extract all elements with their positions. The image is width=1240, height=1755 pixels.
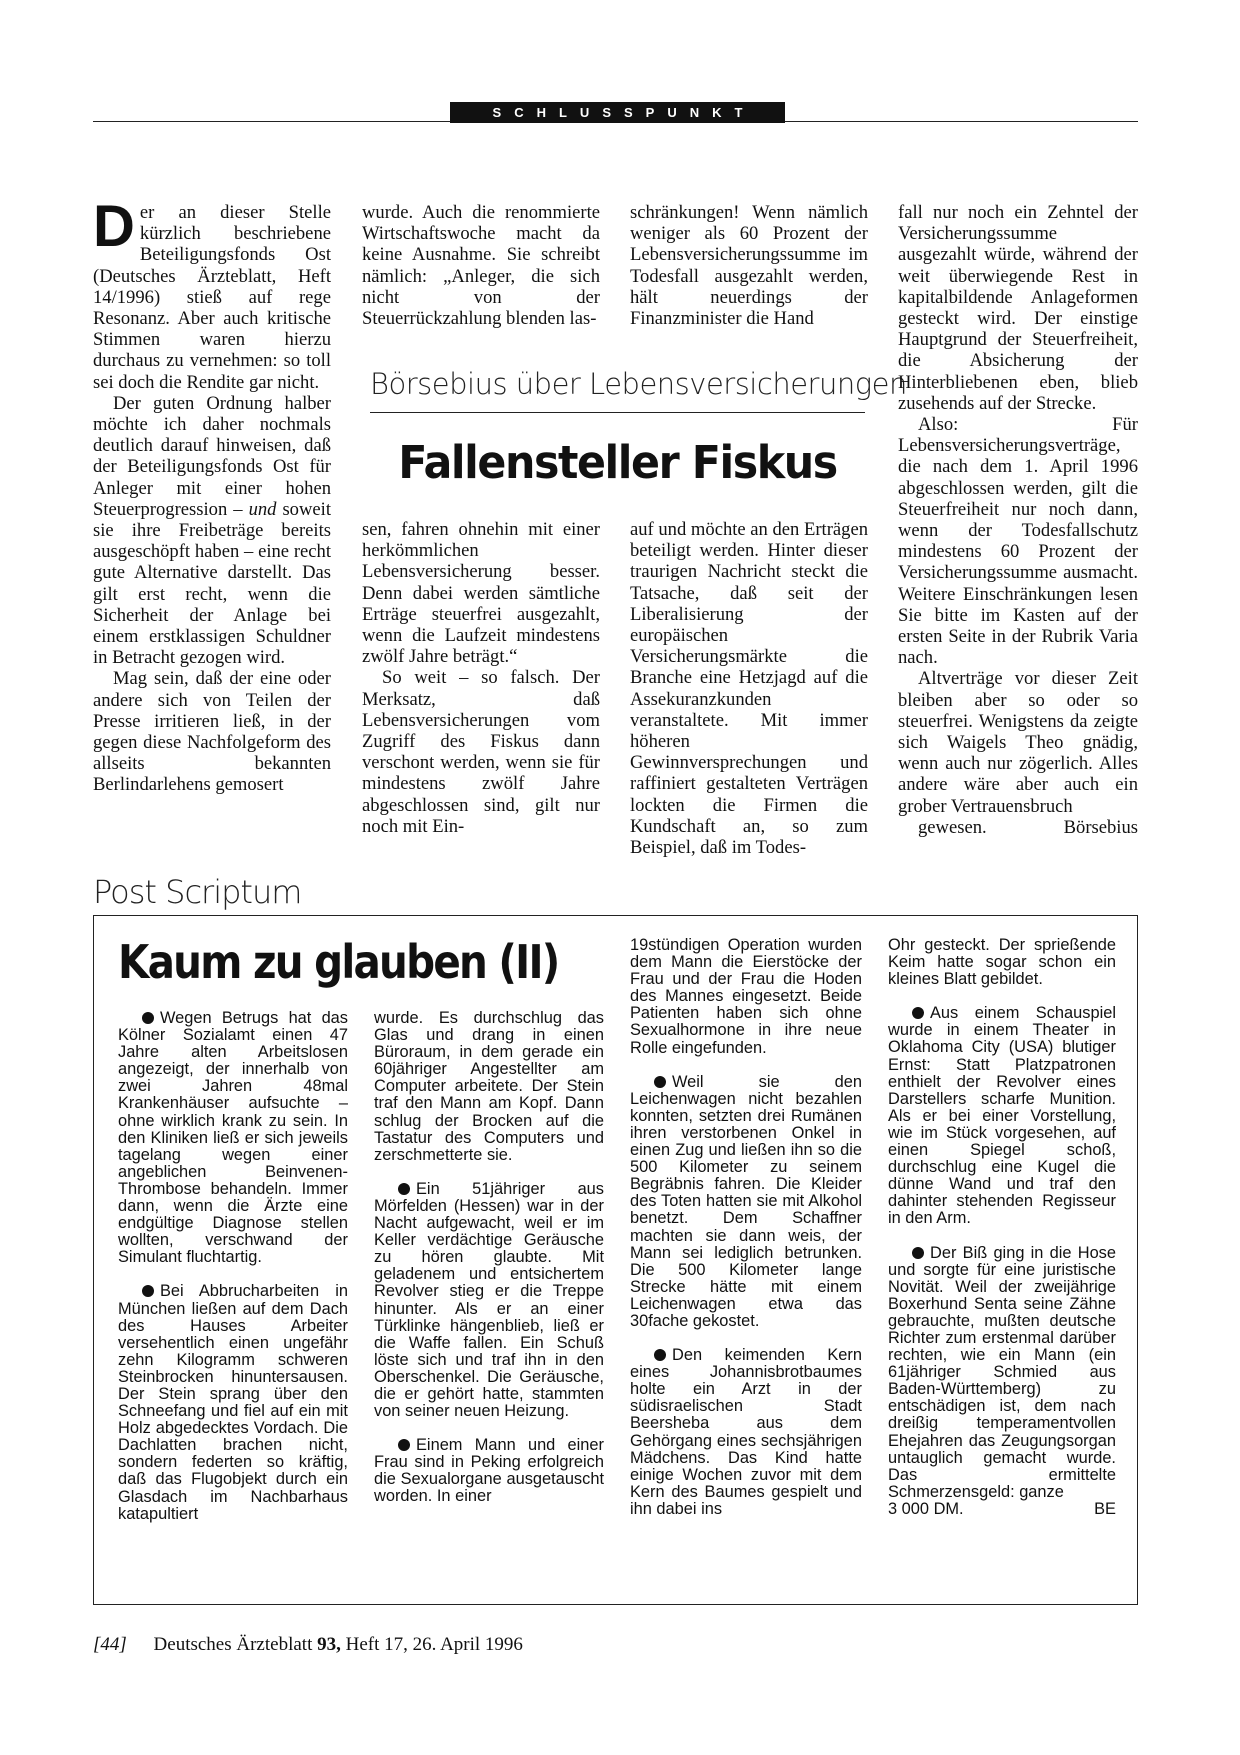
article-paragraph: So weit – so falsch. Der Merksatz, daß Lebensversicherungen vom Zugriff des Fiskus dann verschont werden, wenn sie für mindestens zwölf Jahre abgeschlossen sind, gilt nur noch mit Ein- [362,667,600,837]
article-headline: Fallensteller Fiskus [398,436,837,489]
ps-item [118,1283,348,1522]
article-paragraph: wurde. Auch die renommierte Wirtschaftswoche macht da keine Ausnahme. Sie schreibt nämlich: „Anleger, die sich nicht von der Steuerrückzahlung blenden las- [362,202,600,330]
article-paragraph: fall nur noch ein Zehntel der Versicherungssumme ausgezahlt würde, während der weit überwiegende Rest in kapitalbildende Anlageformen gesteckt wird. Der einstige Hauptgrund der Steuerfreiheit, die Absicherung der Hinterbliebenen eben, blieb zusehends auf der Strecke. [898,202,1138,414]
ps-signature-line [888,1501,1116,1518]
article-column-3-top [630,202,868,329]
article-paragraph: schränkungen! Wenn nämlich weniger als 60 Prozent der Lebensversicherungssumme im Todesfall ausgezahlt werden, hält neuerdings der Finanzminister die Hand [630,202,868,330]
bullet-icon [654,1349,666,1361]
article-text: soweit sie ihre Freibeträge bereits ausgeschöpft haben – eine recht gute Alternative darstellt. Das gilt erst recht, wenn die Sicherheit der Anlage bei einem erstklassigen Schuldner in Betracht gezogen wird. [93,498,331,669]
article-paragraph: Also: Für Lebensversicherungsverträge, die nach dem 1. April 1996 abgeschlossen werden, gilt die Steuerfreiheit nur noch dann, wenn der Todesfallschutz mindestens 60 Prozent der Versicherungssumme ausmacht. Weitere Einschränkungen lesen Sie bitte im Kasten auf der ersten Seite in der Rubrik Varia nach. [898,414,1138,669]
article-signature-line [898,817,1138,838]
article-paragraph [93,194,331,393]
article-paragraph: auf und möchte an den Erträgen beteiligt werden. Hinter dieser traurigen Nachricht steckt die Tatsache, daß seit der Liberalisierung der europäischen Versicherungsmärkte die Branche eine Hetzjagd auf die Assekuranzkunden veranstaltete. Mit immer höheren Gewinnversprechungen und raffiniert gestalteten Verträgen lockten die Firmen die Kundschaft an, so zum Beispiel, daß im Todes- [630,519,869,859]
ps-text: 3 000 DM. [888,1499,964,1518]
journal-volume: 93, [317,1634,341,1655]
article-paragraph: Altverträge vor dieser Zeit bleiben aber so oder so steuerfrei. Wenigstens da zeigte sich Waigels Theo gnädig, wenn auch nur zögerlich. Alles andere wäre aber auch ein grober Vertrauensbruch [898,668,1138,817]
ps-column-3 [630,937,862,1518]
ps-item [630,1347,862,1518]
ps-item: 19stündigen Operation wurden dem Mann die Eierstöcke der Frau und der Frau die Hoden des Mannes eingesetzt. Beide Patienten haben sich ohne Sexualhormone in ihre neue Rolle eingefunden. [630,936,862,1057]
article-column-2-top [362,202,600,329]
ps-item [888,1245,1116,1501]
ps-text: Aus einem Schauspiel wurde in einem Theater in Oklahoma City (USA) blutiger Ernst: Statt Platzpatronen enthielt der Revolver eines Darstellers scharfe Munition. Als er bei einer Vorstellung, wie im Stück vorgesehen, auf einen Spiegel schoß, durchschlug eine Kugel die dünne Wand und traf den dahinter stehenden Regisseur in den Arm. [888,1004,1116,1228]
bullet-icon [398,1183,410,1195]
ps-column-2 [374,1010,604,1506]
bullet-icon [912,1007,924,1019]
ps-text: Ein 51jähriger aus Mörfelden (Hessen) war in der Nacht aufgewacht, weil er im Keller verdächtige Geräusche zu hören glaubte. Mit geladenem und entsichertem Revolver stieg er die Treppe hinunter. Als er an einer Türklinke hängenblieb, ließ er die Waffe fallen. Ein Schuß löste sich und traf ihn in den Oberschenkel. Die Geräusche, die er gehört hatte, stammten von seiner neuen Heizung. [374,1179,604,1421]
section-tag: SCHLUSSPUNKT [450,102,785,123]
ps-item [374,1181,604,1420]
article-column-1 [93,194,331,796]
journal-name: Deutsches Ärzteblatt [153,1634,313,1655]
article-paragraph: sen, fahren ohnehin mit einer herkömmlichen Lebensversicherung besser. Denn dabei werden sämtliche Erträge steuerfrei ausgezahlt, wenn die Laufzeit mindestens zwölf Jahre beträgt.“ [362,519,600,668]
ps-column-1 [118,1010,348,1523]
ps-item: wurde. Es durchschlug das Glas und drang in einen Büroraum, in dem gerade ein 60jähriger Angestellter am Computer arbeitete. Der Stein traf den Mann am Kopf. Dann schlug der Brocken auf die Tastatur des Computers und zerschmetterte sie. [374,1009,604,1164]
article-text: Der guten Ordnung halber möchte ich daher nochmals deutlich darauf hinweisen, daß der Beteiligungsfonds Ost für Anleger mit einer hohen Steuerprogression – [93,392,331,520]
bullet-icon [398,1439,410,1451]
ps-text: Einem Mann und einer Frau sind in Peking erfolgreich die Sexualorgane ausgetauscht worden. In einer [374,1436,604,1506]
article-kicker: Börsebius über Lebensversicherungen [370,367,907,401]
article-column-4 [898,202,1138,838]
article-paragraph [93,393,331,669]
ps-column-4 [888,937,1116,1518]
post-scriptum-label: Post Scriptum [93,873,302,911]
page-footer [93,1634,523,1656]
kicker-rule [370,412,865,413]
article-column-3-bottom [630,519,868,858]
article-text: gewesen. [918,816,987,838]
ps-item: Ohr gesteckt. Der sprießende Keim hatte sogar schon ein kleines Blatt gebildet. [888,936,1116,989]
article-author: Börsebius [1063,816,1138,838]
ps-text: Der Biß ging in die Hose und sorgte für eine juristische Novität. Weil der zweijährige Boxerhund Senta seine Zähne gebrauchte, mußten deutsche Richter zum erstenmal darüber rechten, wie ein Mann (ein 61jähriger Schmied aus Baden-Württemberg) zu entschädigen ist, dem nach dreißig temperamentvollen Ehejahren das Zeugungsorgan untauglich gemacht wurde. Das ermittelte Schmerzensgeld: ganze [888,1243,1116,1501]
ps-author: BE [1094,1499,1116,1518]
bullet-icon [142,1012,154,1024]
ps-item [118,1010,348,1266]
bullet-icon [912,1247,924,1259]
ps-item [888,1005,1116,1227]
emphasis-text: und [248,498,277,520]
ps-text: Den keimenden Kern eines Johannisbrotbaumes holte ein Arzt in der südisraelischen Stadt Beersheba aus dem Gehörgang eines sechsjährigen Mädchens. Das Kind hatte einige Wochen zuvor mit dem Kern des Baumes gespielt und ihn dabei ins [630,1346,862,1518]
ps-text: Bei Abbrucharbeiten in München ließen auf dem Dach des Hauses Arbeiter versehentlich einen ungefähr zehn Kilogramm schweren Steinbrocken hinuntersausen. Der Stein sprang über den Schneefang und fiel auf ein mit Holz abgedecktes Vordach. Die Dachlatten brachen nicht, sondern federten so kräftig, daß das Flugobjekt durch ein Glasdach im Nachbarhaus katapultiert [118,1282,348,1523]
drop-cap: D [93,194,135,259]
post-scriptum-title: Kaum zu glauben (II) [118,935,559,989]
page-number: [44] [93,1634,127,1655]
ps-text: Wegen Betrugs hat das Kölner Sozialamt einen 47 Jahre alten Arbeitslosen angezeigt, der innerhalb von zwei Jahren 48mal Krankenhäuser aufsuchte – ohne wirklich krank zu sein. In den Kliniken ließ er sich jeweils tagelang wegen einer angeblichen Beinvenen-Thrombose behandeln. Immer dann, wenn die Ärzte eine endgültige Diagnose stellen wollten, verschwand der Simulant fluchtartig. [118,1009,348,1267]
article-paragraph: Mag sein, daß der eine oder andere sich von Teilen der Presse irritieren ließ, in der gegen diese Nachfolgeform des allseits bekannten Berlindarlehens gemosert [93,668,331,796]
ps-item [630,1074,862,1330]
journal-issue: Heft 17, 26. April 1996 [345,1634,523,1655]
bullet-icon [142,1285,154,1297]
article-column-2-bottom [362,519,600,837]
ps-text: Weil sie den Leichenwagen nicht bezahlen konnten, setzten drei Rumänen ihren verstorbenen Onkel in einen Zug und ließen ihn so die 500 Kilometer zu seinem Begräbnis fahren. Die Kleider des Toten hatten sie mit Alkohol benetzt. Dem Schaffner machten sie dann weis, der Mann sei lediglich betrunken. Die 500 Kilometer lange Strecke hätte mit einem Leichenwagen etwa das 30fache gekostet. [630,1072,862,1330]
article-text: er an dieser Stelle kürzlich beschriebene Beteiligungsfonds Ost (Deutsches Ärzteblatt, Heft 14/1996) stieß auf rege Resonanz. Aber auch kritische Stimmen waren hierzu durchaus zu vernehmen: so toll sei doch die Rendite gar nicht. [93,202,331,393]
bullet-icon [654,1076,666,1088]
ps-item [374,1437,604,1505]
